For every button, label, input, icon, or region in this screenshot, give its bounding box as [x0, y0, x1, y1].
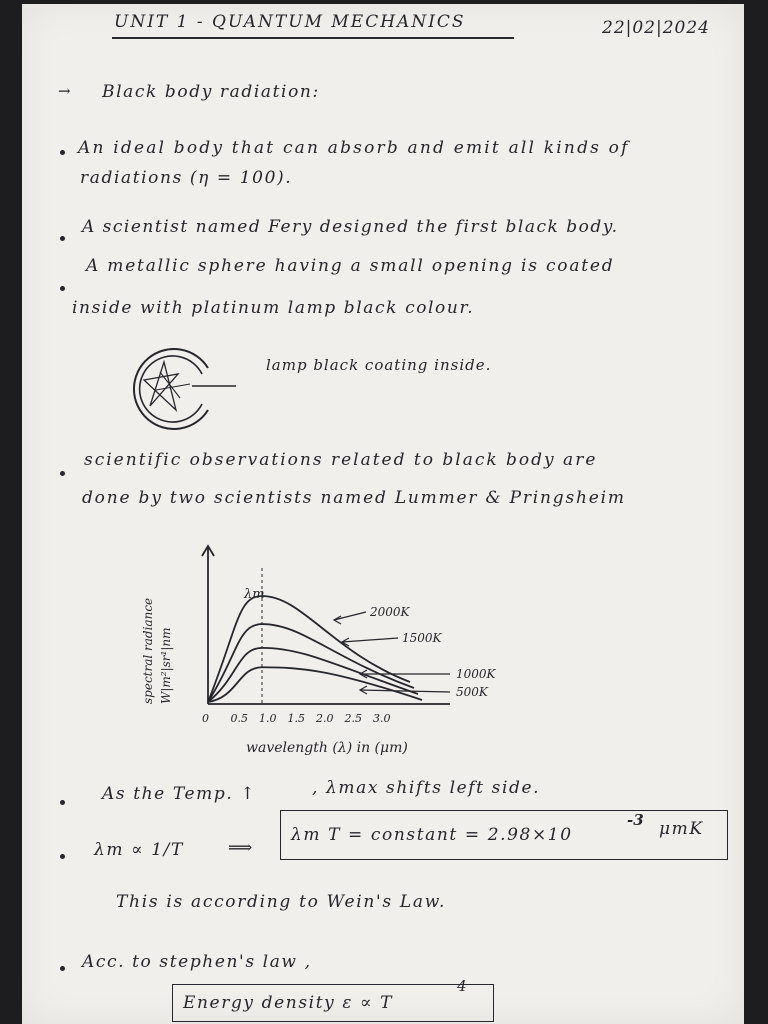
radiance-curve [208, 648, 418, 702]
series-label: 500K [456, 685, 488, 699]
bullet-dot [60, 854, 65, 859]
stefan-exponent: 4 [457, 977, 467, 995]
wien-exponent: -3 [627, 811, 644, 829]
series-label: 2000K [370, 605, 410, 619]
stefan-law-box [172, 977, 494, 1022]
label-arrow [334, 612, 366, 620]
bullet-dot [60, 966, 65, 971]
note-text: A scientist named Fery designed the first black body. [82, 217, 619, 237]
x-tick-label: 1.5 [287, 712, 305, 725]
note-text: inside with platinum lamp black colour. [72, 298, 475, 318]
x-tick-label: 0.5 [230, 712, 248, 725]
series-label: 1000K [456, 667, 496, 681]
planck-curves-graph [120, 542, 520, 764]
proportionality: λm ∝ 1/T [94, 840, 184, 860]
note-text: scientific observations related to black body are [84, 450, 598, 470]
bullet-dot [60, 286, 65, 291]
title-underline [112, 37, 514, 39]
page-date: 22|02|2024 [602, 18, 710, 38]
bullet-dot [60, 800, 65, 805]
series-label: 1500K [402, 631, 442, 645]
note-text: As the Temp. ↑ [102, 784, 257, 804]
wien-equation: λm T = constant = 2.98×10 [291, 825, 573, 845]
note-text: Acc. to stephen's law , [82, 952, 312, 972]
x-tick-label: 1.0 [259, 712, 277, 725]
label-arrow [342, 638, 398, 642]
note-text: This is according to Wein's Law. [116, 892, 447, 912]
x-tick-label: 2.5 [344, 712, 362, 725]
notebook-page [22, 4, 744, 1024]
note-text: done by two scientists named Lummer & Pringsheim [82, 488, 626, 508]
note-text: An ideal body that can absorb and emit all kinds of [78, 138, 630, 158]
black-body-sphere-sketch [120, 344, 260, 434]
section-heading: Black body radiation: [102, 82, 320, 102]
stefan-equation: Energy density ε ∝ T [183, 993, 394, 1013]
bullet-dot [60, 150, 65, 155]
wien-law-box [280, 810, 728, 860]
note-text: A metallic sphere having a small opening is coated [86, 256, 615, 276]
x-axis-label: wavelength (λ) in (μm) [246, 740, 408, 756]
unit-title: UNIT 1 - QUANTUM MECHANICS [114, 12, 466, 32]
bullet-dot [60, 236, 65, 241]
wien-unit: μmK [659, 819, 704, 839]
note-text: , λmax shifts left side. [312, 778, 541, 798]
implies-arrow: ⟹ [228, 838, 254, 858]
x-tick-label: 3.0 [373, 712, 391, 725]
sphere-label: lamp black coating inside. [266, 356, 492, 374]
label-arrowhead [334, 616, 341, 624]
x-tick-label: 0 [202, 712, 209, 725]
heading-arrow: → [58, 82, 73, 100]
y-axis-label: spectral radiance W|m²|sr¹|nm [141, 597, 173, 704]
bullet-dot [60, 471, 65, 476]
note-text: radiations (η = 100). [80, 168, 293, 188]
lambda-max-label: λm [244, 587, 265, 602]
x-tick-label: 2.0 [316, 712, 334, 725]
